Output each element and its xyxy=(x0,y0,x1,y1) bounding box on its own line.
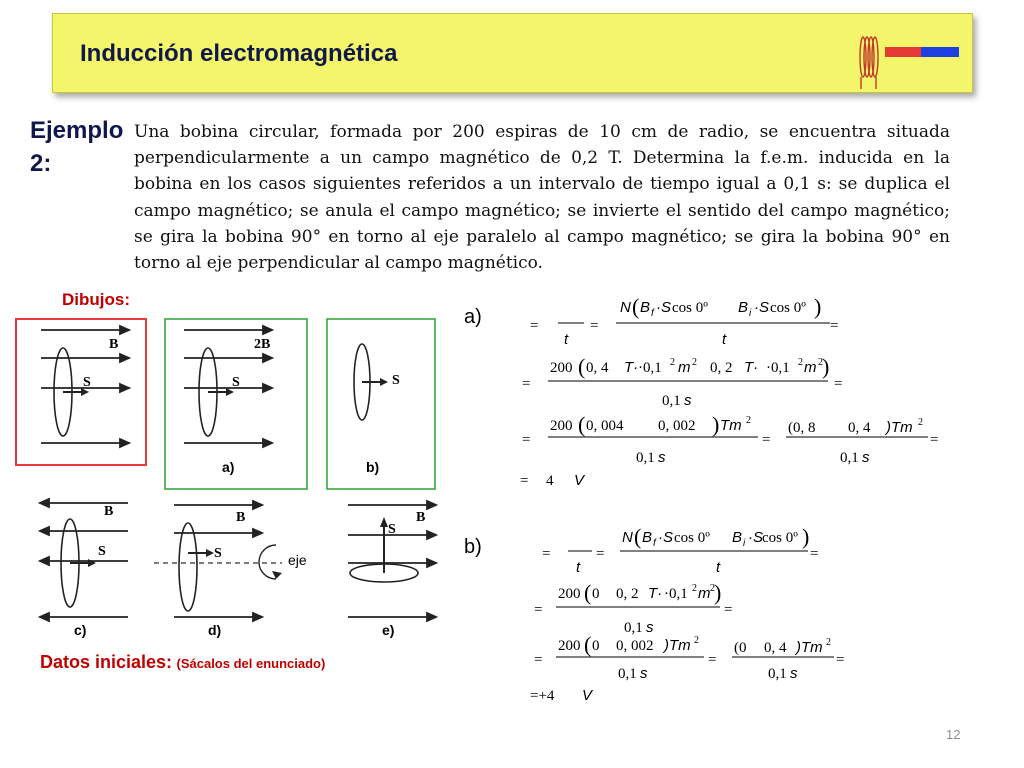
diagram-a-area-label: S xyxy=(232,375,240,390)
svg-text:(: ( xyxy=(584,632,592,657)
svg-text:=: = xyxy=(724,602,733,618)
svg-text:=: = xyxy=(542,546,551,562)
svg-text:2: 2 xyxy=(670,357,675,368)
initial-data-label xyxy=(40,652,325,673)
coil-magnet-icon xyxy=(855,33,963,93)
diagram-initial-area-label: S xyxy=(83,375,91,390)
svg-text:(0, 8: (0, 8 xyxy=(788,420,816,436)
svg-text:0, 4: 0, 4 xyxy=(586,360,609,376)
svg-text:t: t xyxy=(716,559,721,576)
svg-text:s: s xyxy=(862,449,870,466)
svg-text:2: 2 xyxy=(826,637,831,648)
svg-text:s: s xyxy=(658,449,666,466)
diagram-c-area-label: S xyxy=(98,544,106,559)
svg-text:t: t xyxy=(722,331,727,348)
diagram-a-frame xyxy=(165,319,307,489)
svg-text:=: = xyxy=(596,546,605,562)
diagram-d-area-label: S xyxy=(214,546,222,561)
svg-text:V: V xyxy=(582,687,593,704)
svg-text:2: 2 xyxy=(692,357,697,368)
diagram-b xyxy=(326,318,436,490)
diagram-b-caption: b) xyxy=(366,459,380,475)
svg-text:s: s xyxy=(684,392,692,409)
svg-text:200: 200 xyxy=(558,586,581,602)
svg-text:i: i xyxy=(743,538,746,549)
svg-text:f: f xyxy=(651,308,654,319)
diagram-d xyxy=(150,495,315,640)
diagram-d-field-label: B xyxy=(236,510,246,525)
svg-text:=: = xyxy=(810,546,819,562)
svg-text:·0,1: ·0,1 xyxy=(638,360,662,376)
svg-text:=: = xyxy=(520,473,529,489)
svg-text:i: i xyxy=(749,308,752,319)
initial-data-title: Datos iniciales: xyxy=(40,652,173,672)
svg-text:(: ( xyxy=(634,524,642,549)
svg-text:s: s xyxy=(646,619,654,636)
svg-text:=: = xyxy=(830,318,839,334)
diagram-b-frame xyxy=(327,319,435,489)
diagram-e-area-label: S xyxy=(388,522,396,537)
diagram-e-caption: e) xyxy=(382,622,395,638)
drawings-label: Dibujos: xyxy=(62,290,130,309)
diagram-a-caption: a) xyxy=(222,459,235,475)
svg-text:B: B xyxy=(642,529,653,546)
solution-b-equations xyxy=(524,522,934,708)
svg-text:=: = xyxy=(590,318,599,334)
svg-text:B: B xyxy=(640,299,651,316)
svg-text:m: m xyxy=(678,359,691,376)
svg-text:0, 004: 0, 004 xyxy=(586,418,624,434)
page-number: 12 xyxy=(946,727,961,742)
svg-text:0, 4: 0, 4 xyxy=(764,640,787,656)
svg-text:·S: ·S xyxy=(754,299,769,316)
svg-text:0, 4: 0, 4 xyxy=(848,420,871,436)
svg-text:(: ( xyxy=(632,294,640,319)
svg-text:T·: T· xyxy=(624,359,639,376)
svg-text:=: = xyxy=(534,652,543,668)
diagram-initial xyxy=(15,318,147,466)
page-title: Inducción electromagnética xyxy=(80,40,398,67)
svg-text:200: 200 xyxy=(558,638,581,654)
svg-text:0: 0 xyxy=(592,586,600,602)
svg-text:=: = xyxy=(836,652,845,668)
svg-text:0,1: 0,1 xyxy=(624,620,643,636)
svg-text:s: s xyxy=(790,665,798,682)
svg-text:cos 0º: cos 0º xyxy=(770,300,806,316)
diagram-d-caption: d) xyxy=(208,622,222,638)
svg-text:): ) xyxy=(714,580,722,605)
svg-text:(: ( xyxy=(578,354,586,379)
svg-text:=: = xyxy=(522,376,531,392)
svg-text:0, 2: 0, 2 xyxy=(710,360,733,376)
svg-text:(: ( xyxy=(584,580,592,605)
diagram-c-field-label: B xyxy=(104,504,114,519)
svg-text:t: t xyxy=(564,331,569,348)
svg-text:0: 0 xyxy=(592,638,600,654)
diagram-e-field-label: B xyxy=(416,510,426,525)
example-label: Ejemplo 2: xyxy=(30,117,124,177)
svg-text:0,1: 0,1 xyxy=(840,450,859,466)
svg-text:N: N xyxy=(620,299,631,316)
svg-text:): ) xyxy=(802,524,810,549)
solution-a-equations xyxy=(512,292,952,498)
diagram-d-axis-label: eje xyxy=(288,552,307,568)
svg-text:): ) xyxy=(814,294,822,319)
svg-text:V: V xyxy=(574,472,585,489)
svg-text:B: B xyxy=(738,299,749,316)
svg-text:0,1: 0,1 xyxy=(636,450,655,466)
svg-text:(0: (0 xyxy=(734,640,747,656)
svg-text:)Tm: )Tm xyxy=(796,639,823,656)
svg-text:)Tm: )Tm xyxy=(664,637,691,654)
diagram-a xyxy=(164,318,308,490)
svg-text:Tm: Tm xyxy=(720,417,742,434)
svg-text:s: s xyxy=(640,665,648,682)
svg-text:0,1: 0,1 xyxy=(662,393,681,409)
diagram-initial-field-label: B xyxy=(109,337,119,352)
svg-text:2: 2 xyxy=(818,357,823,368)
svg-text:2: 2 xyxy=(798,357,803,368)
diagram-e xyxy=(340,495,440,640)
svg-text:2: 2 xyxy=(694,635,699,646)
svg-text:·S: ·S xyxy=(658,529,673,546)
initial-data-hint: (Sácalos del enunciado) xyxy=(176,656,326,671)
svg-text:=: = xyxy=(530,318,539,334)
svg-text:0, 2: 0, 2 xyxy=(616,586,639,602)
svg-text:m: m xyxy=(698,585,711,602)
svg-text:cos 0º: cos 0º xyxy=(674,530,710,546)
svg-text:=: = xyxy=(930,432,939,448)
svg-text:N: N xyxy=(622,529,633,546)
svg-text:T·: T· xyxy=(744,359,759,376)
svg-text:·0,1: ·0,1 xyxy=(664,586,688,602)
solution-a-label: a) xyxy=(464,306,482,328)
problem-statement: Una bobina circular, formada por 200 espiras de 10 cm de radio, se encuentra situada perpendicularmente a un campo magnético de 0,2 T. Determina la f.e.m. inducida en la bobina en los casos siguientes referidos a un intervalo de tiempo igual a 0,1 s: se duplica el campo magnético; se anula el campo magnético; se invierte el sentido del campo magnético; se gira la bobina 90° en torno al eje paralelo al campo magnético; se gira la bobina 90° en torno al eje perpendicular al campo magnético. xyxy=(134,122,950,274)
svg-text:T·: T· xyxy=(648,585,663,602)
svg-text:2: 2 xyxy=(692,583,697,594)
svg-text:m: m xyxy=(804,359,817,376)
svg-text:): ) xyxy=(822,354,830,379)
diagram-a-field-label: 2B xyxy=(254,337,271,352)
svg-text:=: = xyxy=(834,376,843,392)
svg-text:2: 2 xyxy=(746,415,751,426)
svg-text:0,1: 0,1 xyxy=(768,666,787,682)
svg-text:)Tm: )Tm xyxy=(886,419,913,436)
svg-text:2: 2 xyxy=(710,583,715,594)
svg-text:f: f xyxy=(653,538,656,549)
svg-text:=: = xyxy=(762,432,771,448)
svg-text:=: = xyxy=(522,432,531,448)
svg-text:·S: ·S xyxy=(656,299,671,316)
svg-text:=: = xyxy=(534,602,543,618)
svg-text:): ) xyxy=(712,412,720,437)
svg-text:(: ( xyxy=(578,412,586,437)
svg-text:0,1: 0,1 xyxy=(618,666,637,682)
svg-text:cos 0º: cos 0º xyxy=(672,300,708,316)
svg-text:·0,1: ·0,1 xyxy=(766,360,790,376)
svg-text:2: 2 xyxy=(918,417,923,428)
svg-text:200: 200 xyxy=(550,360,573,376)
svg-text:B: B xyxy=(732,529,743,546)
svg-text:t: t xyxy=(576,559,581,576)
diagram-b-area-label: S xyxy=(392,373,400,388)
diagram-c xyxy=(34,495,134,640)
svg-text:=+4: =+4 xyxy=(530,688,555,704)
svg-text:0, 002: 0, 002 xyxy=(658,418,696,434)
svg-text:4: 4 xyxy=(546,473,554,489)
diagram-c-caption: c) xyxy=(74,622,87,638)
svg-text:cos 0º: cos 0º xyxy=(762,530,798,546)
solution-b-label: b) xyxy=(464,536,482,558)
svg-text:=: = xyxy=(708,652,717,668)
svg-text:200: 200 xyxy=(550,418,573,434)
svg-text:0, 002: 0, 002 xyxy=(616,638,654,654)
svg-text:·S: ·S xyxy=(748,529,763,546)
